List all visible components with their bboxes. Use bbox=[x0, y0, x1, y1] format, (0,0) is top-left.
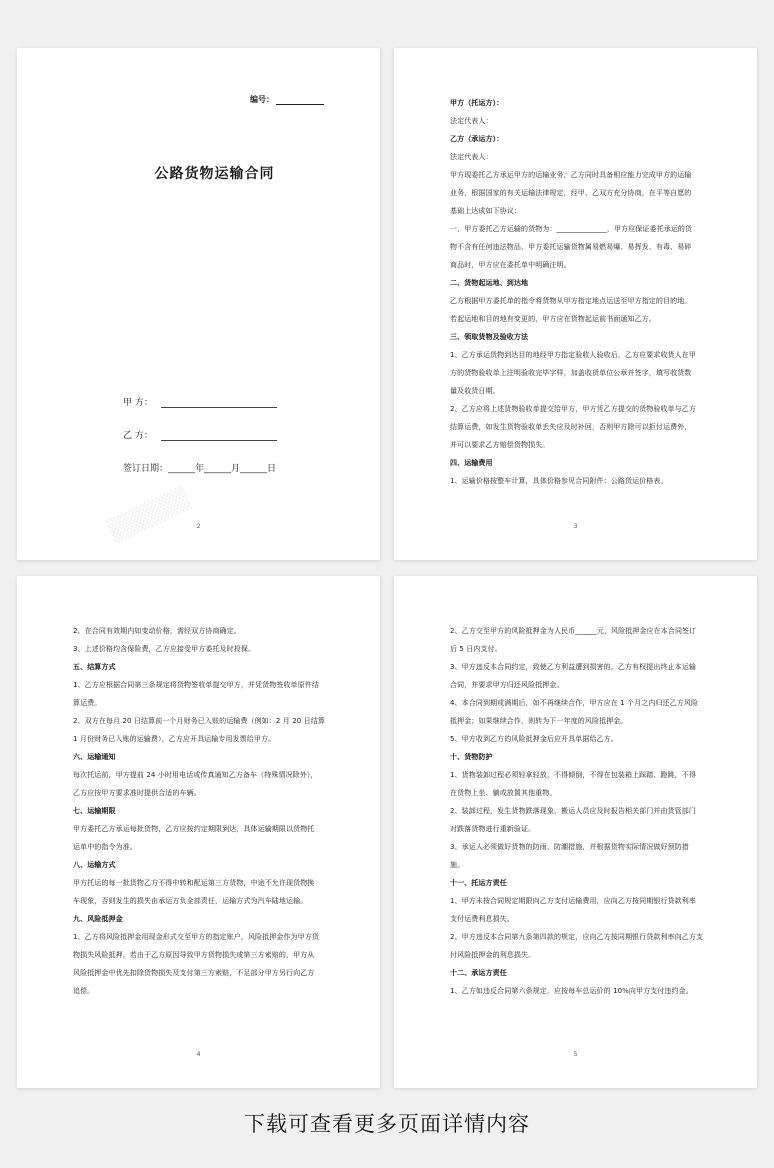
paragraph-line: 算运费。 bbox=[73, 699, 102, 707]
download-more-caption: 下载可查看更多页面详情内容 bbox=[244, 1112, 530, 1136]
contract-page-2 bbox=[394, 48, 757, 560]
contract-number-label: 编号： bbox=[250, 95, 274, 104]
paragraph-line: 结算运费，如发生货物验收单丢失应及时补回，否则甲方除可以拒付运费外， bbox=[450, 423, 692, 431]
section-heading: 乙方（承运方）： bbox=[450, 135, 504, 143]
contract-page-4 bbox=[394, 576, 757, 1088]
paragraph-line: 1、乙方应根据合同第三条规定将货物签收单提交甲方，并凭货物签收单原件结 bbox=[73, 681, 319, 689]
party-a-blank bbox=[161, 399, 277, 408]
paragraph-line: 后 5 日内支付。 bbox=[450, 645, 502, 653]
paragraph-line: 支付运费利息损失。 bbox=[450, 915, 514, 923]
paragraph-line: 甲方委托乙方承运每批货物，乙方应按约定期限到达，具体运输期限以货物托 bbox=[73, 825, 315, 833]
contract-number bbox=[250, 94, 324, 105]
paragraph-line: 抵押金；如果继续合作，则转为下一年度的风险抵押金。 bbox=[450, 717, 628, 725]
section-heading: 十一、托运方责任 bbox=[450, 879, 507, 887]
section-heading: 三、领取货物及验收方法 bbox=[450, 333, 529, 341]
section-heading: 十、货物防护 bbox=[450, 753, 493, 761]
party-b-signature-row bbox=[123, 428, 277, 441]
paragraph-line: 车现象，否则发生的损失由承运方负全部责任，运输方式为汽车陆地运输。 bbox=[73, 897, 308, 905]
paragraph-line: 物不含有任何违法物品，甲方委托运输货物属易燃易爆、易挥发、有毒、易碎 bbox=[450, 243, 692, 251]
page-4-content bbox=[450, 622, 707, 1000]
paragraph-line: 1、乙方将风险抵押金用现金形式交至甲方的指定账户，风险抵押金作为甲方货 bbox=[73, 933, 319, 941]
party-a-label: 甲 方： bbox=[123, 398, 153, 408]
paragraph-line: 1、货物装卸过程必须轻拿轻放，不得倾倒，不得在包装箱上踩踏、蹬跳，不得 bbox=[450, 771, 696, 779]
section-heading: 九、风险抵押金 bbox=[73, 915, 123, 923]
page-3-content bbox=[73, 622, 330, 1000]
paragraph-line: 乙方应按甲方要求准时提供合适的车辆。 bbox=[73, 789, 201, 797]
paragraph-line: 1、乙方承运货物到达目的地经甲方指定验收人验收后，乙方应要求收货人在甲 bbox=[450, 351, 696, 359]
paragraph-line: 1、甲方未按合同规定期限向乙方支付运输费用，应向乙方按同期银行贷款利率 bbox=[450, 897, 696, 905]
paragraph-line: 并可以要求乙方赔偿货物损失。 bbox=[450, 441, 550, 449]
paragraph-line: 2、装卸过程，发生货物跌落现象，搬运人员应及时报告相关部门并由货管部门 bbox=[450, 807, 696, 815]
page-number: 4 bbox=[196, 1051, 201, 1058]
paragraph-line: 2、甲方违反本合同第九条第四款的规定，应向乙方按同期银行贷款利率向乙方支 bbox=[450, 933, 704, 941]
paragraph-line: 4、本合同到期或满期后，如不再继续合作，甲方应在 1 个月之内归还乙方风险 bbox=[450, 699, 699, 707]
paragraph-line: 每次托运前，甲方提前 24 小时用电话或传真通知乙方备车（特殊情况除外）， bbox=[73, 771, 318, 779]
paragraph-line: 对跌落货物进行重新验证。 bbox=[450, 825, 536, 833]
paragraph-line: 3、上述价格均含保险费，乙方应接受甲方委托及时投保。 bbox=[73, 645, 256, 653]
paragraph-line: 物损失风险抵押，若由于乙方原因导致甲方货物损失或第三方索赔的，甲方从 bbox=[73, 951, 315, 959]
paragraph-line: 2、双方在每月 20 日结算前一个月财务已入账的运输费（例如：2 月 20 日结算 bbox=[73, 717, 325, 725]
section-heading: 八、运输方式 bbox=[73, 861, 116, 869]
contract-title: 公路货物运输合同 bbox=[154, 166, 275, 182]
section-heading: 四、运输费用 bbox=[450, 459, 493, 467]
paragraph-line: 2、在合同有效期内如变动价格，需经双方协商确定。 bbox=[73, 627, 241, 635]
paragraph-line: 风险抵押金中优先扣除货物损失及支付第三方索赔，不足部分甲方另行向乙方 bbox=[73, 969, 315, 977]
contract-number-blank bbox=[276, 97, 324, 105]
section-heading: 二、货物起运地、到达地 bbox=[450, 279, 529, 287]
paragraph-line: 甲方托运的每一批货物乙方不得中转和配运第三方货物，中途不允许现货物换 bbox=[73, 879, 315, 887]
paragraph-line: 2、乙方应将上述货物验收单提交给甲方，甲方凭乙方提交的货物验收单与乙方 bbox=[450, 405, 696, 413]
contract-cover-page bbox=[17, 48, 380, 560]
paragraph-line: 5、甲方收到乙方的风险抵押金后应开具单据给乙方。 bbox=[450, 735, 618, 743]
section-heading: 甲方（托运方）： bbox=[450, 99, 504, 107]
paragraph-line: 方的货物验收单上注明验收完毕字样，加盖收货单位公章并签字，填写收货数 bbox=[450, 369, 692, 377]
paragraph-line: 基础上达成如下协议： bbox=[450, 207, 521, 215]
section-heading: 五、结算方式 bbox=[73, 663, 116, 671]
section-heading: 六、运输通知 bbox=[73, 753, 116, 761]
paragraph-line: 1、乙方如违反合同第六条规定，应按每车总运价的 10%向甲方支付违约金。 bbox=[450, 987, 693, 995]
paragraph-line: 付风险抵押金的利息损失。 bbox=[450, 951, 536, 959]
party-b-label: 乙 方： bbox=[123, 431, 153, 441]
watermark: ▒▒▒▒▒ bbox=[105, 486, 193, 545]
page-number: 3 bbox=[573, 523, 578, 530]
paragraph-line: 3、甲方违反本合同约定，致使乙方利益遭到损害的，乙方有权提出终止本运输 bbox=[450, 663, 696, 671]
section-heading: 十二、承运方责任 bbox=[450, 969, 507, 977]
paragraph-line: 若起运地和目的地有变更的，甲方应在货物起运前书面通知乙方。 bbox=[450, 315, 656, 323]
paragraph-line: 法定代表人： bbox=[450, 153, 493, 161]
paragraph-line: 合同，并要求甲方归还风险抵押金。 bbox=[450, 681, 564, 689]
paragraph-line: 3、承运人必须做好货物的防雨、防潮措施，并根据货物实际情况做好预防措 bbox=[450, 843, 689, 851]
paragraph-line: 1 月份财务已入账的运输费），乙方应开具运输专用发票给甲方。 bbox=[73, 735, 276, 743]
page-2-content bbox=[450, 94, 707, 490]
paragraph-line: 在货物上坐、躺或放置其他重物。 bbox=[450, 789, 557, 797]
section-heading: 七、运输期限 bbox=[73, 807, 116, 815]
paragraph-line: 2、乙方交至甲方的风险抵押金为人民币______元，风险抵押金应在本合同签订 bbox=[450, 627, 697, 635]
paragraph-line: 施。 bbox=[450, 861, 465, 869]
page-number: 5 bbox=[573, 1051, 578, 1058]
paragraph-line: 追偿。 bbox=[73, 987, 95, 995]
paragraph-line: 乙方根据甲方委托单的指令将货物从甲方指定地点运送至甲方指定的目的地。 bbox=[450, 297, 692, 305]
paragraph-line: 甲方现委托乙方承运甲方的运输业务，乙方同时具备相应能力完成甲方的运输 bbox=[450, 171, 692, 179]
paragraph-line: 运单中的指令为准。 bbox=[73, 843, 137, 851]
paragraph-line: 法定代表人： bbox=[450, 117, 493, 125]
paragraph-line: 一、甲方委托乙方运输的货物为：______________，甲方应保证委托承运的货 bbox=[450, 225, 693, 233]
party-a-signature-row bbox=[123, 395, 277, 408]
contract-page-3 bbox=[17, 576, 380, 1088]
page-number: 2 bbox=[196, 523, 201, 530]
sign-date-row: 签订日期：______年______月______日 bbox=[123, 464, 277, 474]
paragraph-line: 1、运输价格按整车计算，具体价格参见合同附件：公路货运价格表。 bbox=[450, 477, 668, 485]
paragraph-line: 商品时，甲方应在委托单中明确注明。 bbox=[450, 261, 571, 269]
party-b-blank bbox=[161, 432, 277, 441]
paragraph-line: 业务，根据国家的有关运输法律规定，经甲、乙双方充分协商，在平等自愿的 bbox=[450, 189, 692, 197]
paragraph-line: 量及收货日期。 bbox=[450, 387, 500, 395]
